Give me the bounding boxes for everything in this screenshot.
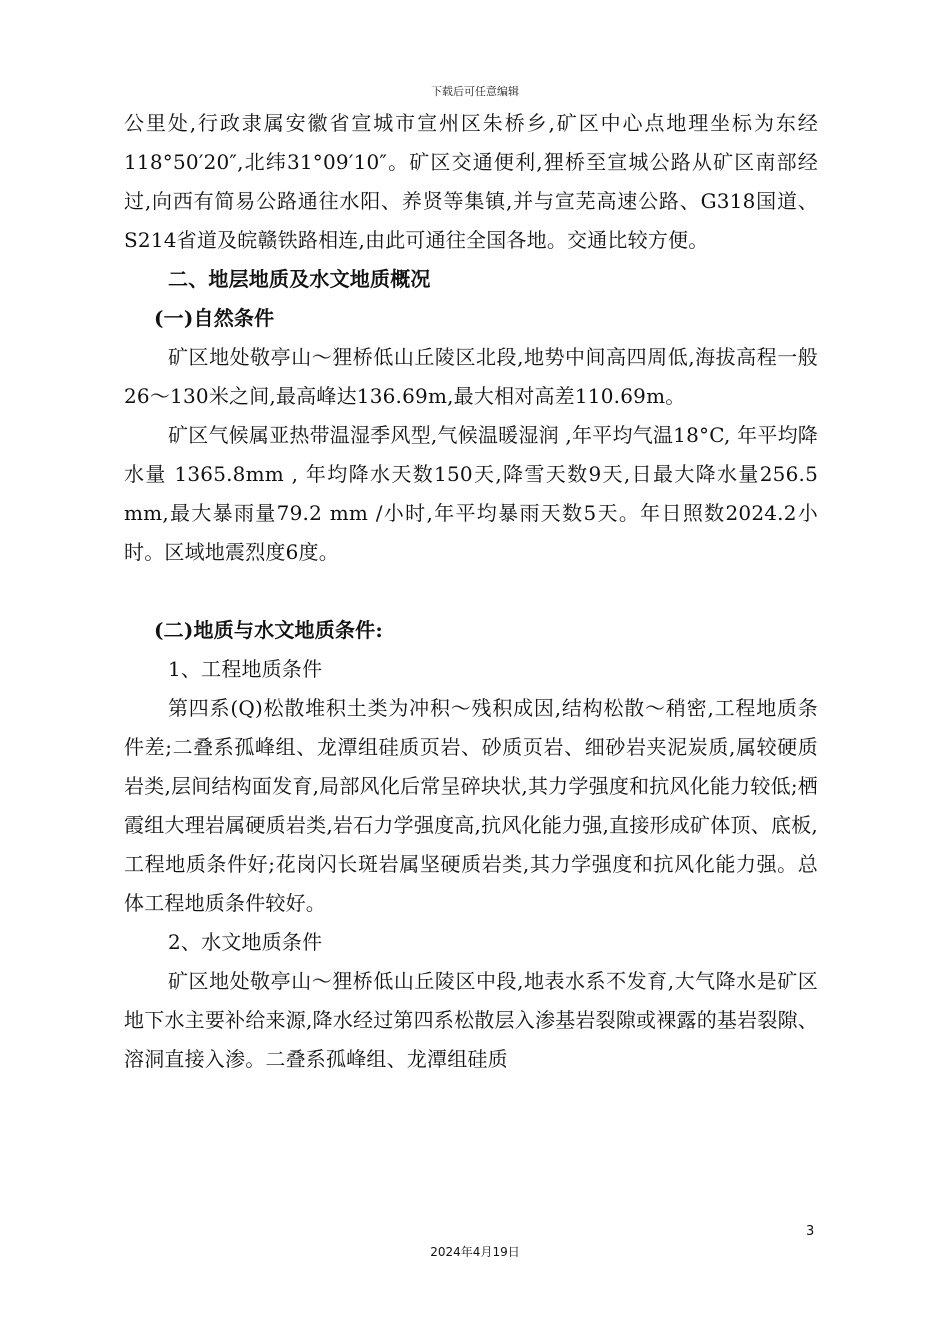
page-header: 下载后可任意编辑 — [431, 85, 519, 98]
blank-line — [124, 572, 818, 611]
paragraph-hydrogeology: 矿区地处敬亭山～狸桥低山丘陵区中段,地表水系不发育,大气降水是矿区地下水主要补给来源,降水经过第四系松散层入渗基岩裂隙或裸露的基岩裂隙、溶洞直接入渗。二叠系孤峰组、龙潭组硅质 — [124, 969, 818, 1071]
page-footer-date: 2024年4月19日 — [430, 1245, 520, 1259]
paragraph-location: 公里处,行政隶属安徽省宣城市宣州区朱桥乡,矿区中心点地理坐标为东经118°50′20″,北纬31°09′10″。矿区交通便利,狸桥至宣城公路从矿区南部经过,向西有简易公路通往水阳、养贤等集镇,并与宣芜高速公路、G318国道、S214省道及皖赣铁路相连,由此可通往全国各地。交通比较方便。 — [124, 111, 818, 252]
section-heading-geology: 二、地层地质及水文地质概况 — [168, 267, 431, 291]
paragraph-engineering-geology: 第四系(Q)松散堆积土类为冲积～残积成因,结构松散～稍密,工程地质条件差;二叠系孤峰组、龙潭组硅质页岩、砂质页岩、细砂岩夹泥炭质,属较硬质岩类,层间结构面发育,局部风化后常呈碎块状,其力学强度和抗风化能力较低;栖霞组大理岩属硬质岩类,岩石力学强度高,抗风化能力强,直接形成矿体顶、底板,工程地质条件好;花岗闪长斑岩属坚硬质岩类,其力学强度和抗风化能力强。总体工程地质条件较好。 — [124, 696, 818, 915]
paragraph-terrain: 矿区地处敬亭山～狸桥低山丘陵区北段,地势中间高四周低,海拔高程一般26～130米之间,最高峰达136.69m,最大相对高差110.69m。 — [124, 345, 818, 408]
item-heading-hydrogeology: 2、水文地质条件 — [168, 930, 323, 954]
paragraph-climate: 矿区气候属亚热带温湿季风型,气候温暖湿润 ,年平均气温18°C, 年平均降水量 1365.8mm , 年均降水天数150天,降雪天数9天,日最大降水量256.5 mm,最大暴雨量79.2 mm /小时,年平均暴雨天数5天。年日照数2024.2小时。区域地震烈度6度。 — [124, 423, 818, 564]
document-body — [124, 104, 818, 1079]
page-number: 3 — [806, 1224, 815, 1239]
subsection-heading-geology-hydrogeology: (二)地质与水文地质条件: — [154, 618, 383, 642]
item-heading-engineering-geology: 1、工程地质条件 — [168, 657, 323, 681]
subsection-heading-natural-conditions: (一)自然条件 — [154, 306, 275, 330]
